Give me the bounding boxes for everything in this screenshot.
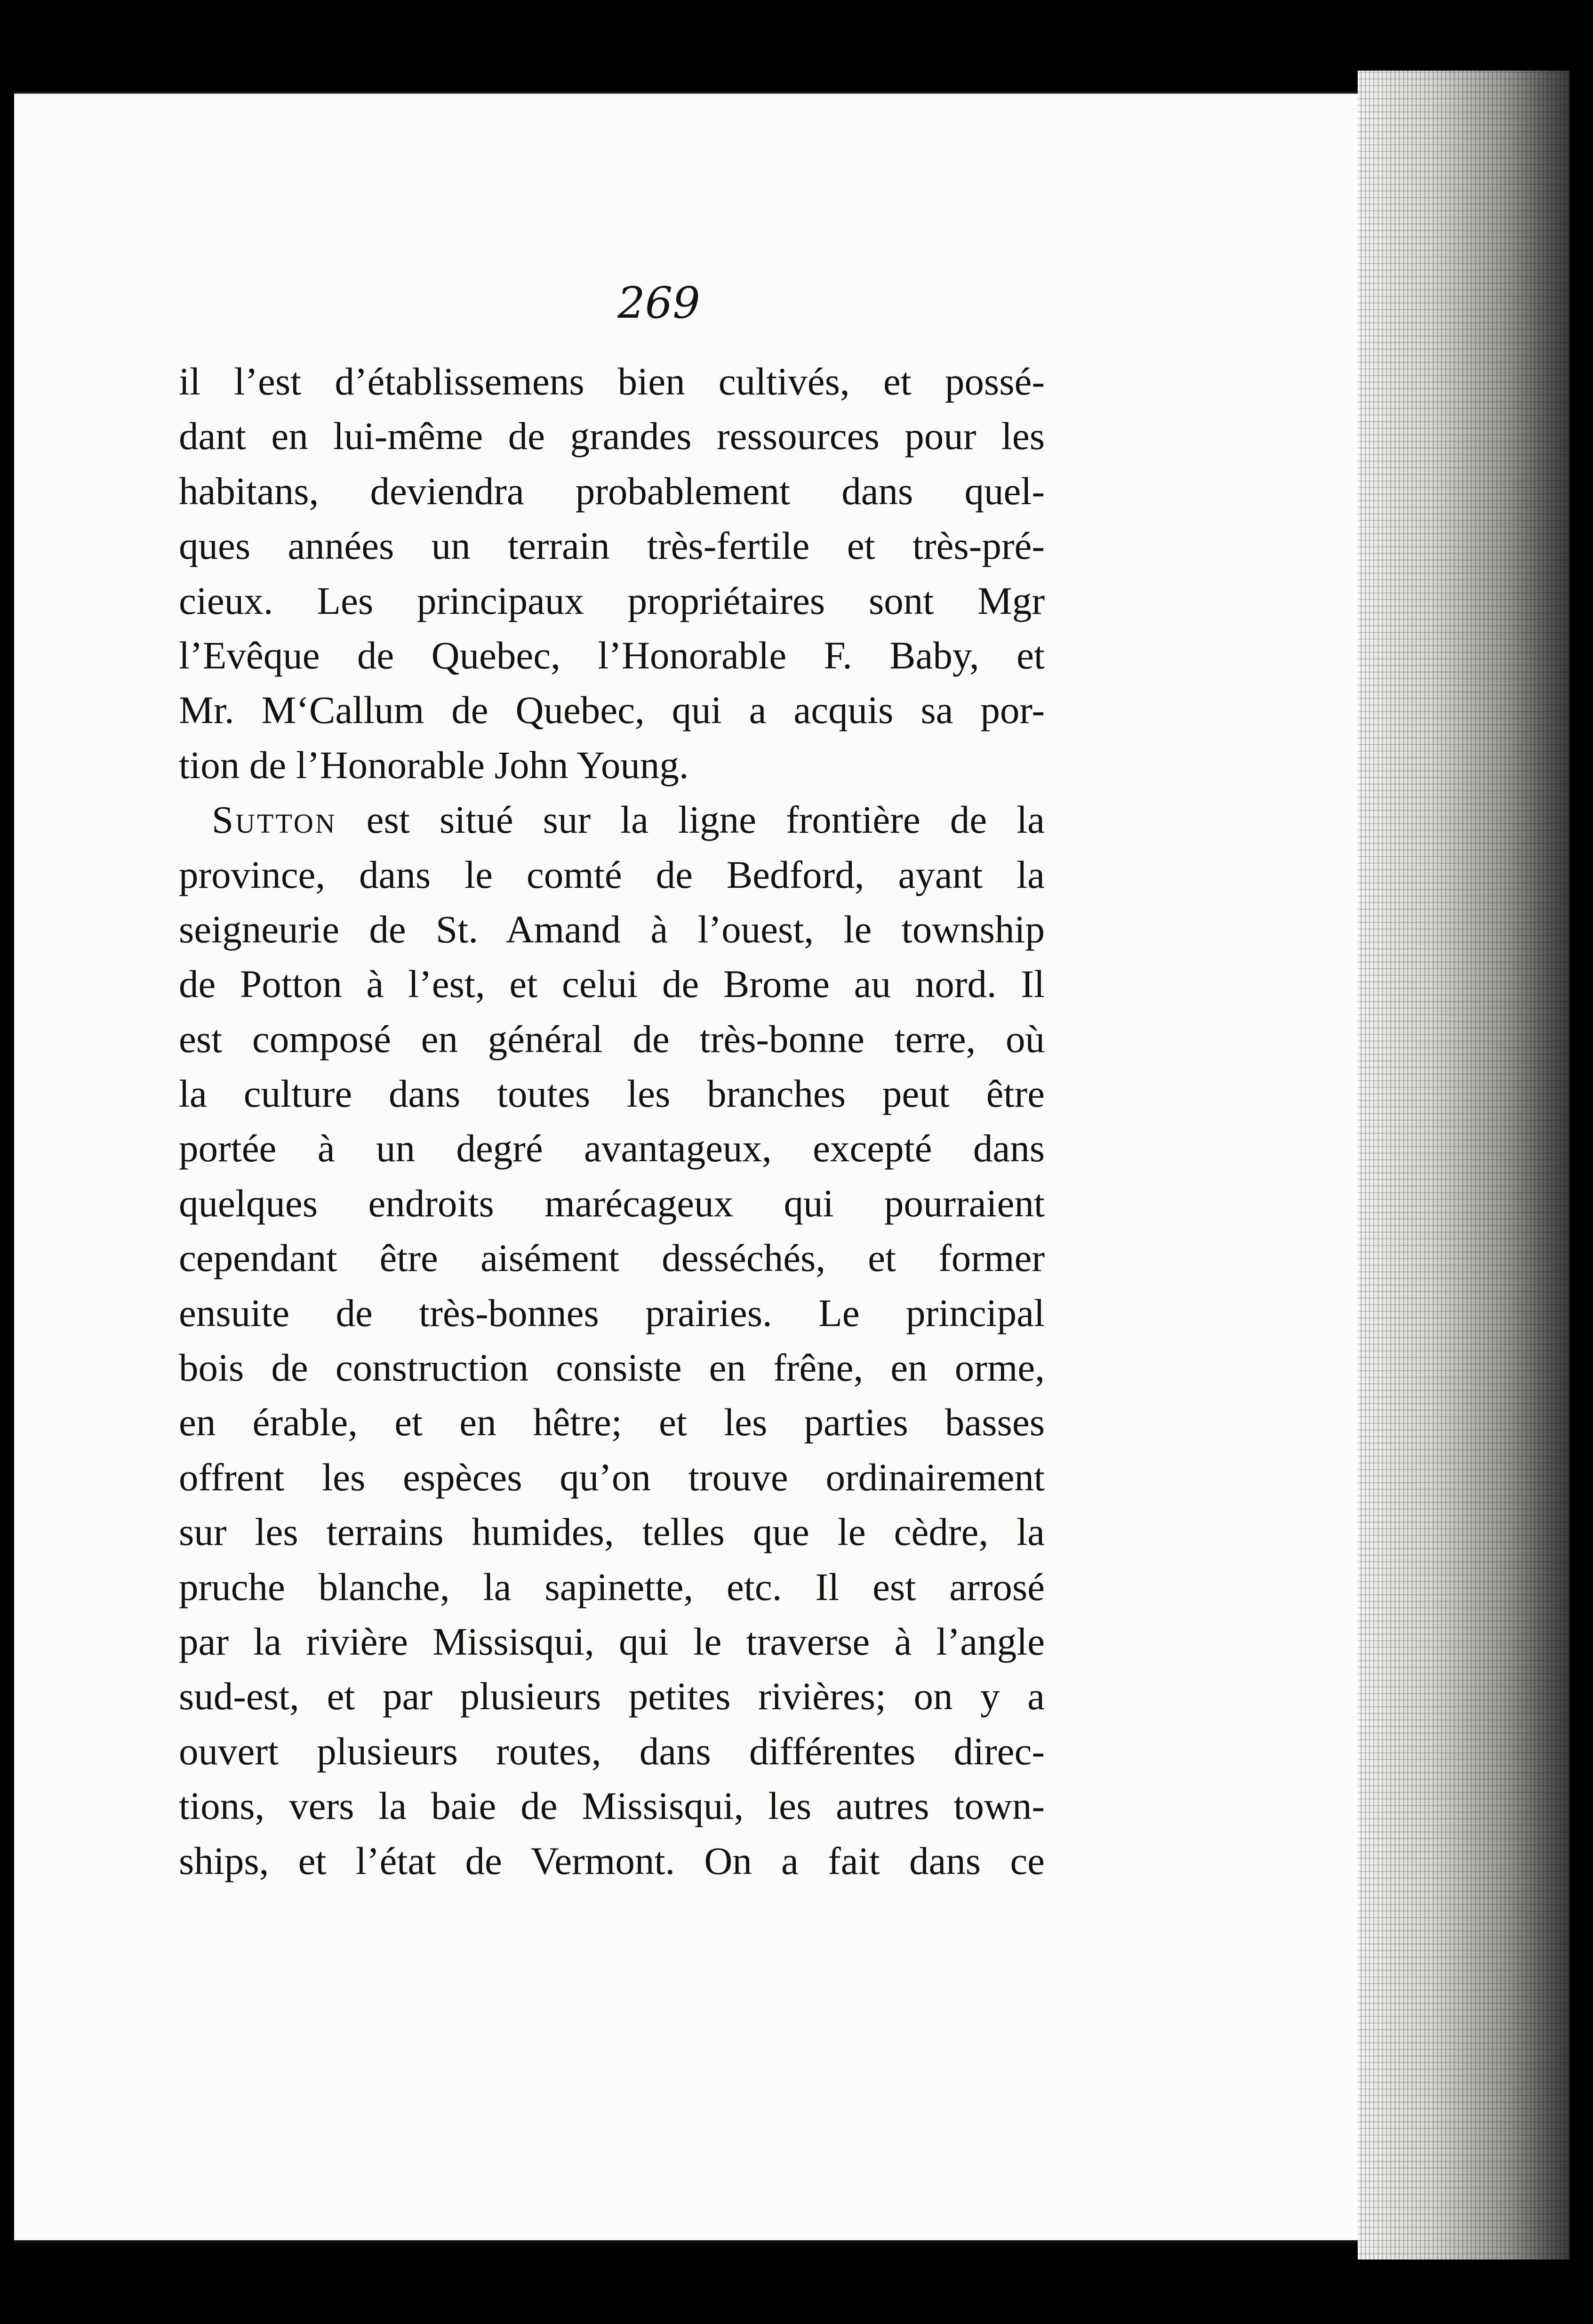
text-line-first	[179, 792, 1045, 847]
text-line: ships, et l’état de Vermont. On a fait dans ce	[179, 1839, 1045, 1882]
text-line-rest: est situé sur la ligne frontière de la	[336, 798, 1045, 842]
text-line: sud-est, et par plusieurs petites rivières; on y a	[179, 1674, 1045, 1718]
text-line: est composé en général de très-bonne terre, où	[179, 1017, 1045, 1061]
text-line: quelques endroits marécageux qui pourraient	[179, 1181, 1045, 1225]
text-line: l’Evêque de Quebec, l’Honorable F. Baby, et	[179, 633, 1045, 677]
text-line: cieux. Les principaux propriétaires sont Mgr	[179, 579, 1045, 622]
text-line: ques années un terrain très-fertile et très-pré-	[179, 524, 1045, 568]
body-text	[179, 354, 1045, 1888]
text-line: tions, vers la baie de Missisqui, les autres town-	[179, 1784, 1045, 1828]
text-line: tion de l’Honorable John Young.	[179, 743, 689, 787]
text-line: par la rivière Missisqui, qui le traverse à l’angle	[179, 1619, 1045, 1663]
text-line: offrent les espèces qu’on trouve ordinairement	[179, 1455, 1045, 1499]
text-line: seigneurie de St. Amand à l’ouest, le township	[179, 907, 1045, 951]
text-line: portée à un degré avantageux, excepté dans	[179, 1126, 1045, 1170]
text-line: sur les terrains humides, telles que le cèdre, la	[179, 1510, 1045, 1554]
text-line: bois de construction consiste en frêne, en orme,	[179, 1346, 1045, 1390]
text-line: dant en lui-même de grandes ressources pour les	[179, 414, 1045, 458]
place-name-lead: Sutton	[212, 798, 337, 842]
text-line: la culture dans toutes les branches peut être	[179, 1072, 1045, 1116]
text-line: il l’est d’établissemens bien cultivés, et possé-	[179, 360, 1045, 403]
text-line: ouvert plusieurs routes, dans différentes direc-	[179, 1729, 1045, 1773]
text-line: en érable, et en hêtre; et les parties basses	[179, 1400, 1045, 1444]
page-edge-stack	[1358, 71, 1569, 2260]
page-number: 269	[617, 278, 700, 328]
text-line: ensuite de très-bonnes prairies. Le principal	[179, 1291, 1045, 1335]
text-line: pruche blanche, la sapinette, etc. Il est arrosé	[179, 1565, 1045, 1608]
text-line: Mr. M‘Callum de Quebec, qui a acquis sa por-	[179, 688, 1045, 732]
text-line: habitans, deviendra probablement dans quel-	[179, 469, 1045, 513]
text-line: cependant être aisément desséchés, et former	[179, 1236, 1045, 1280]
text-line: de Potton à l’est, et celui de Brome au nord. Il	[179, 962, 1045, 1006]
text-line: province, dans le comté de Bedford, ayant la	[179, 852, 1045, 896]
